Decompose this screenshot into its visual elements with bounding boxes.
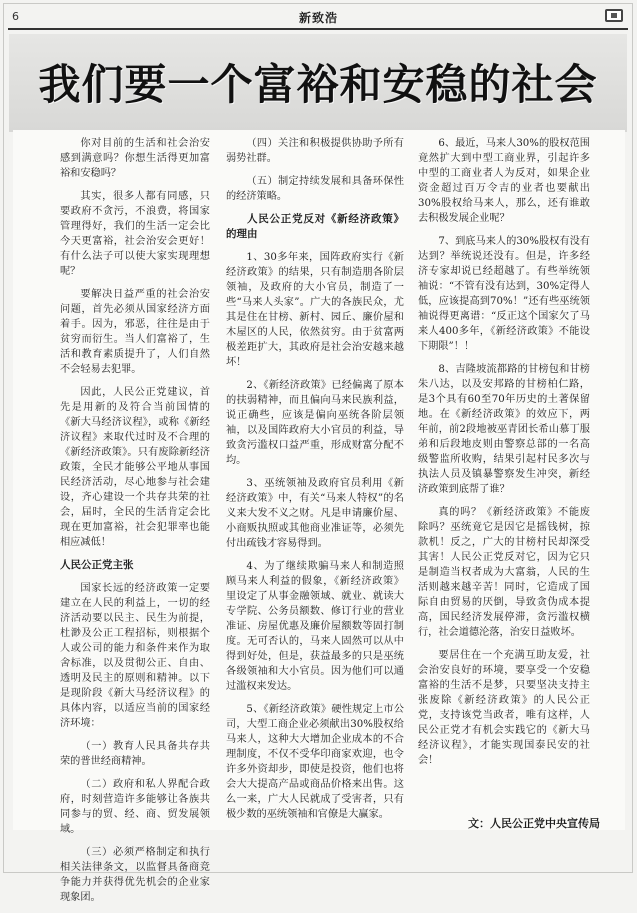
list-item: （三）必须严格制定和执行相关法律条文，以监督具备商竞争能力并获得优先机会的企业家现象团。 (60, 847, 210, 903)
page-header (8, 6, 629, 28)
list-item: （四）关注和积极提供协助予所有弱势社群。 (226, 138, 404, 164)
paragraph: 7、到底马来人的30%股权有没有达到？举统说还没有。但是，许多经济专家却说已经超越了。有些举统领袖说：“不管有没有达到，30%定得人低，应该提高到70%！”还有些巫统领袖说得更离谱：“反正这个国家欠了马来人400多年，《新经济政策》不能设下期限”！！ (418, 236, 590, 352)
author-credit: 文：人民公正党中央宣传局 (468, 817, 600, 830)
paragraph: 1、30多年来，国阵政府实行《新经济政策》的结果，只有制造朋各阶层领袖，及政府的大小官员，制造了一些“马来人头家”。广大的各族民众，尤其是住在甘榜、新村、园丘、廉价屋和木屋区的人民，依然贫穷。由于贫富两极差距扩大，其政府是社会治安越来越坏！ (226, 252, 404, 368)
page-number: 6 (12, 10, 19, 23)
section-heading: 人民公正党反对《新经济政策》的理由 (226, 213, 404, 240)
paragraph: 真的吗？《新经济政策》不能废除吗？巫统竟它是因它是摇钱树，掠款机！反之，广大的甘榜村民却深受其害！人民公正党反对它，因为它只是制造当权者成为大富翁，人民的生活则越来越辛苦！同时，它造成了国际自由贸易的厌倒，导致贪伪成本提高，国民经济发展停滞，贪污滥权横行，社会道德沦落，治安日益败坏。 (418, 507, 590, 638)
paragraph: 3、巫统领袖及政府官员利用《新经济政策》中，有关“马来人特权”的名义来大发不义之财。凡是申请廉价屋、小商贩执照或其他商业准证等，必须先付出疏钱才容易得到。 (226, 478, 404, 549)
list-item: （二）政府和私人界配合政府，时刻营造许多能够让各族共同参与的贸、经、商、贸发展领域。 (60, 779, 210, 835)
paragraph: 国家长远的经济政策一定要建立在人民的利益上，一切的经济活动要以民主、民生为前提，杜渺及公正工程招标，则根据个人或公司的能力和条件来作为取舍标准，以及贯彻公正、自由、透明及民主的原则和精神。以下是现阶段《新大马经济议程》的具体内容，以适应当前的国家经济环境： (60, 583, 210, 729)
paragraph: 要居住在一个充满互助友爱，社会治安良好的环境，要享受一个安稳富裕的生活不是梦，只要坚决支持主张废除《新经济政策》的人民公正党，支持该党当政者，唯有这样，人民公正党才有机会实践它的《新大马经济议程》，才能实现国泰民安的社会！ (418, 650, 590, 766)
paragraph: 2、《新经济政策》已经偏离了原本的扶弱精神，而且偏向马来民族利益，说正确些，应该是偏向巫统各阶层领袖，以及国阵政府大小官员的利益，导致贪污滥权口益严重，形成财富分配不均。 (226, 380, 404, 466)
paragraph: 8、吉隆坡流都路的甘榜包和甘榜朱八达，以及安邦路的甘榜柏仁路，是3个具有60至70年历史的土著保留地。在《新经济政策》的效应下，两年前，前2段地被巫青团长希山慕丁服弟和后段地皮则由警察总部的一名高级警监所收购，结果引起村民多次与执法人员及镇暴警察发生冲突，新经济政策到底帮了谁？ (418, 364, 590, 495)
column-1 (60, 136, 210, 913)
headline-banner (9, 34, 627, 132)
column-3 (418, 136, 590, 776)
paragraph: 要解决日益严重的社会治安问题，首先必须从国家经济方面着手。因为，邪恶，往往是由于贫穷而衍生。当人们富裕了，生活和教育素质提升了，人们自然不会轻易去犯罪。 (60, 289, 210, 375)
list-item: （五）制定持续发展和具备环保性的经济策略。 (226, 176, 404, 202)
paper-name: 新致浩 (298, 11, 338, 25)
paragraph: 6、最近，马来人30%的股权范围竟然扩大到中型工商业界，引起许多中型的工商业者人为反对，如果企业资金超过百万令吉的业者也要献出30%股权给马来人，那么，还有谁敢去积极发展企业呢？ (418, 138, 590, 224)
paragraph: 4、为了继续欺骗马来人和制造照顾马来人利益的假象，《新经济政策》里设定了从事金融领域、就业、就读大专学院、公务员额数、修订行业的营业准证、房屋优惠及廉价屋额数等固打制度。无可否认的，马来人固然可以从中得到好处，但是，获益最多的只是巫统各级领袖和大小官员。因为他们可以通过滥权来发达。 (226, 561, 404, 692)
newspaper-logo-icon (605, 9, 623, 22)
section-heading: 人民公正党主张 (60, 559, 134, 571)
paragraph: 其实，很多人都有同感，只要政府不贪污，不浪费，将国家管理得好，我们的生活一定会比今天更富裕，社会治安会更好！有什么法子可以使大家实现理想呢？ (60, 191, 210, 277)
paragraph: 你对目前的生活和社会治安感到满意吗？你想生活得更加富裕和安稳吗？ (60, 138, 210, 179)
paragraph: 因此，人民公正党建议，首先是用新的及符合当前国情的《新大马经济议程》，或称《新经济议程》来取代过时及不合理的《新经济政策》。只有废除新经济政策，全民才能够公平地从事国民经济活动，尽心地参与社会建设，齐心建设一个共存共荣的社会，届时，全民的生活肯定会比现在更加富裕，社会犯罪率也能相应减低！ (60, 387, 210, 548)
headline: 我们要一个富裕和安稳的社会 (38, 60, 598, 109)
column-2 (226, 136, 404, 830)
list-item: （一）教育人民具备共存共荣的普世经商精神。 (60, 741, 210, 767)
paragraph: 5、《新经济政策》硬性规定上市公司，大型工商企业必须献出30%股权给马来人，这种大大增加企业成本的不合理制度，不仅不受华印商家欢迎，也令许多外资却步，即使是投资，他们也将会大大提高产品或商品价格来出售。这么一来，广大人民就成了受害者，只有极少数的巫统领袖和官僚是大赢家。 (226, 704, 404, 820)
header-rule (8, 28, 628, 30)
